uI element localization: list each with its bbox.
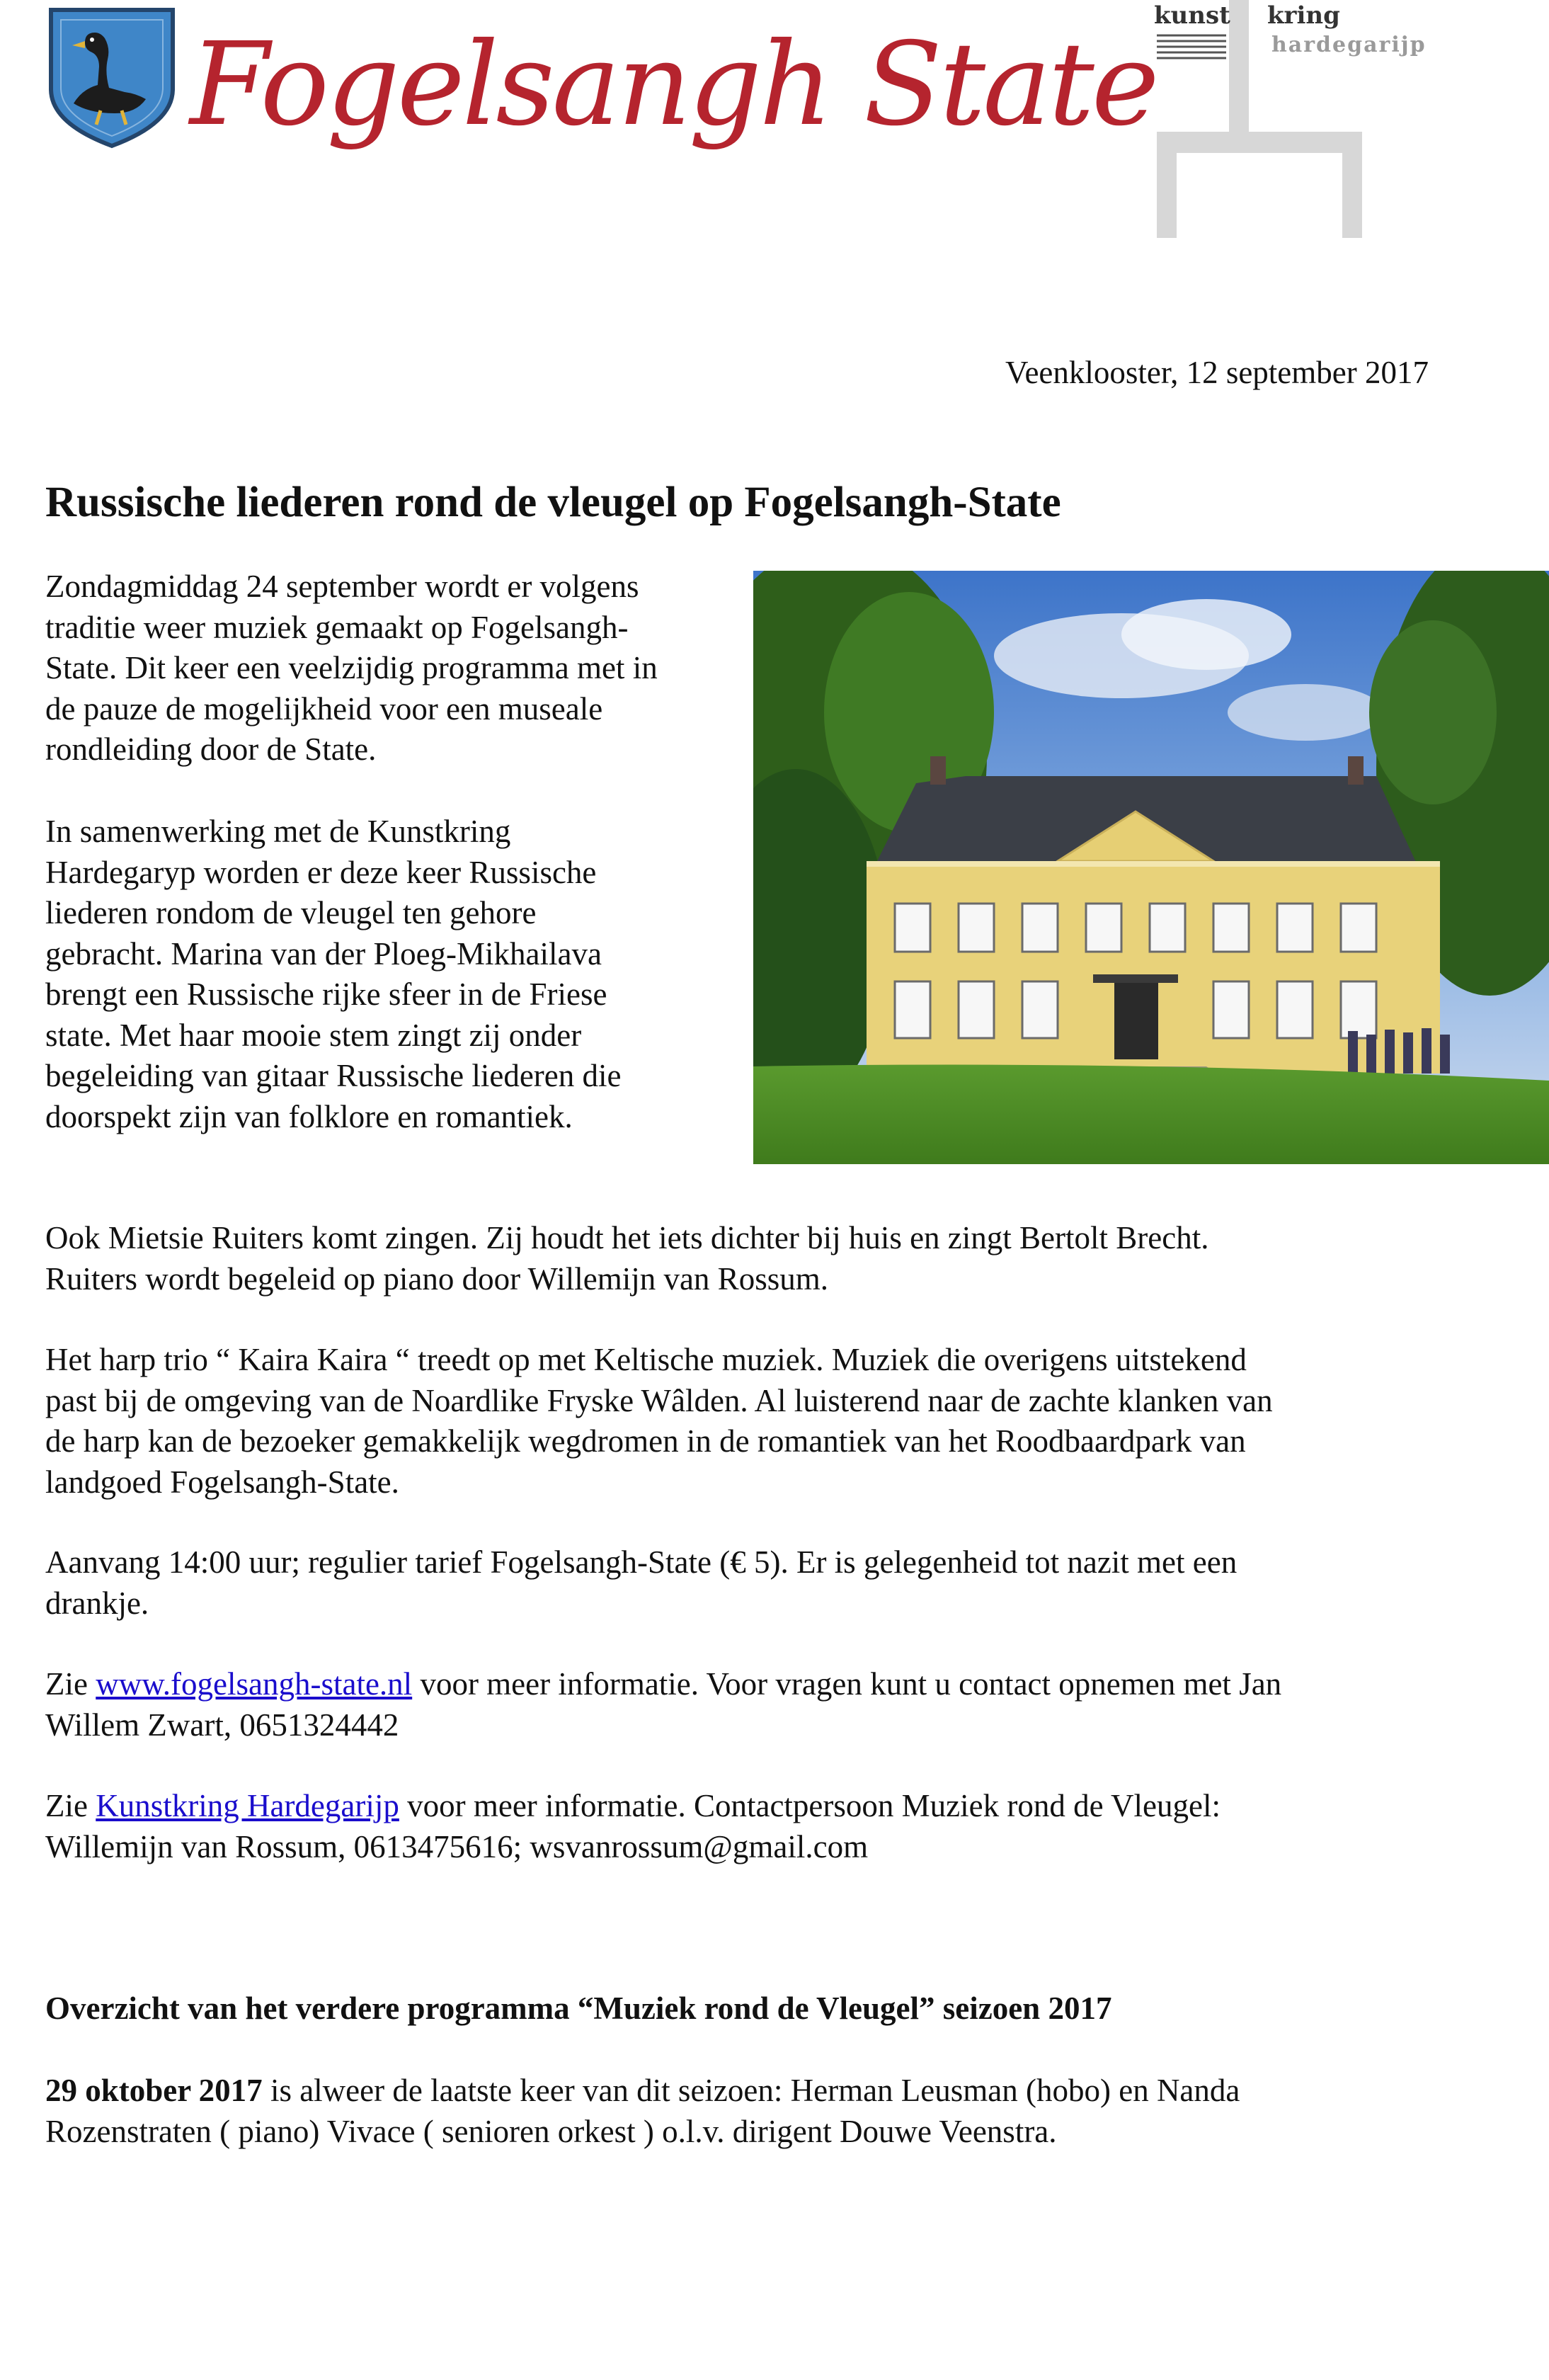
zie-prefix: Zie [45, 1666, 96, 1702]
aanvang-line: Aanvang 14:00 uur; regulier tarief Fogelsangh-State (€ 5). Er is gelegenheid tot nazit met een [45, 1544, 1238, 1580]
harp-line: past bij de omgeving van de Noardlike Fryske Wâlden. Al luisterend naar de zachte klanken van [45, 1382, 1273, 1418]
date-line: Veenklooster, 12 september 2017 [1005, 355, 1429, 390]
collab-line: Hardegaryp worden er deze keer Russische [45, 854, 597, 890]
mietsie-line: Ook Mietsie Ruiters komt zingen. Zij houdt het iets dichter bij huis en zingt Bertolt Brecht. [45, 1220, 1209, 1256]
logo-word-kunst: kunst [1154, 1, 1230, 30]
final-line-2: Rozenstraten ( piano) Vivace ( senioren orkest ) o.l.v. dirigent Douwe Veenstra. [45, 2113, 1057, 2149]
intro-line: de pauze de mogelijkheid voor een museale [45, 690, 603, 727]
mietsie-line: Ruiters wordt begeleid op piano door Willemijn van Rossum. [45, 1260, 828, 1297]
kunstkring-link[interactable]: Kunstkring Hardegarijp [96, 1788, 399, 1823]
overview-heading: Overzicht van het verdere programma “Muziek rond de Vleugel” seizoen 2017 [45, 1991, 1112, 2026]
brand-title: Fogelsangh State [190, 18, 1157, 152]
kunstkring-logo [1147, 0, 1444, 241]
zie-suffix: voor meer informatie. Contactpersoon Muziek rond de Vleugel: [399, 1788, 1221, 1823]
crest-logo-icon [45, 4, 178, 150]
intro-line: State. Dit keer een veelzijdig programma met in [45, 650, 658, 685]
collab-line: state. Met haar mooie stem zingt zij onder [45, 1017, 582, 1053]
zie-suffix: voor meer informatie. Voor vragen kunt u contact opnemen met Jan [412, 1666, 1282, 1702]
aanvang-paragraph [45, 1542, 1237, 1624]
collab-line: brengt een Russische rijke sfeer in de Friese [45, 977, 607, 1012]
intro-line: traditie weer muziek gemaakt op Fogelsangh- [45, 609, 629, 645]
logo-subtitle: hardegarijp [1271, 33, 1427, 57]
final-date: 29 oktober 2017 [45, 2073, 263, 2108]
contact-paragraph-state [45, 1664, 1281, 1746]
fogelsangh-website-link[interactable]: www.fogelsangh-state.nl [96, 1666, 413, 1702]
harp-line: de harp kan de bezoeker gemakkelijk wegdromen in de romantiek van het Roodbaardpark van [45, 1423, 1246, 1459]
collaboration-paragraph [45, 812, 621, 1137]
zie-prefix: Zie [45, 1788, 96, 1823]
contact-line [45, 1786, 1221, 1827]
final-rest: is alweer de laatste keer van dit seizoen: Herman Leusman (hobo) en Nanda [262, 2073, 1240, 2108]
page-title: Russische liederen rond de vleugel op Fogelsangh-State [45, 479, 1061, 526]
intro-paragraph [45, 566, 658, 770]
collab-line: doorspekt zijn van folklore en romantiek. [45, 1098, 573, 1134]
final-paragraph [45, 2071, 1240, 2152]
final-line [45, 2071, 1240, 2112]
harp-line: Het harp trio “ Kaira Kaira “ treedt op met Keltische muziek. Muziek die overigens uitstekend [45, 1342, 1247, 1377]
collab-line: liederen rondom de vleugel ten gehore [45, 895, 537, 930]
contact-paragraph-kunstkring [45, 1786, 1221, 1867]
contact-line [45, 1664, 1281, 1705]
logo-word-kring: kring [1267, 1, 1340, 30]
mietsie-paragraph [45, 1218, 1208, 1299]
collab-line: begeleiding van gitaar Russische liederen die [45, 1058, 622, 1093]
aanvang-line: drankje. [45, 1585, 149, 1621]
estate-photo [753, 571, 1549, 1164]
harp-paragraph [45, 1340, 1273, 1503]
collab-line: gebracht. Marina van der Ploeg-Mikhailava [45, 935, 602, 972]
intro-line: rondleiding door de State. [45, 731, 377, 767]
intro-line: Zondagmiddag 24 september wordt er volgens [45, 569, 639, 604]
contact-line-2: Willemijn van Rossum, 0613475616; wsvanrossum@gmail.com [45, 1828, 869, 1864]
collab-line: In samenwerking met de Kunstkring [45, 814, 511, 849]
harp-line: landgoed Fogelsangh-State. [45, 1464, 399, 1500]
contact-line-2: Willem Zwart, 0651324442 [45, 1707, 399, 1743]
